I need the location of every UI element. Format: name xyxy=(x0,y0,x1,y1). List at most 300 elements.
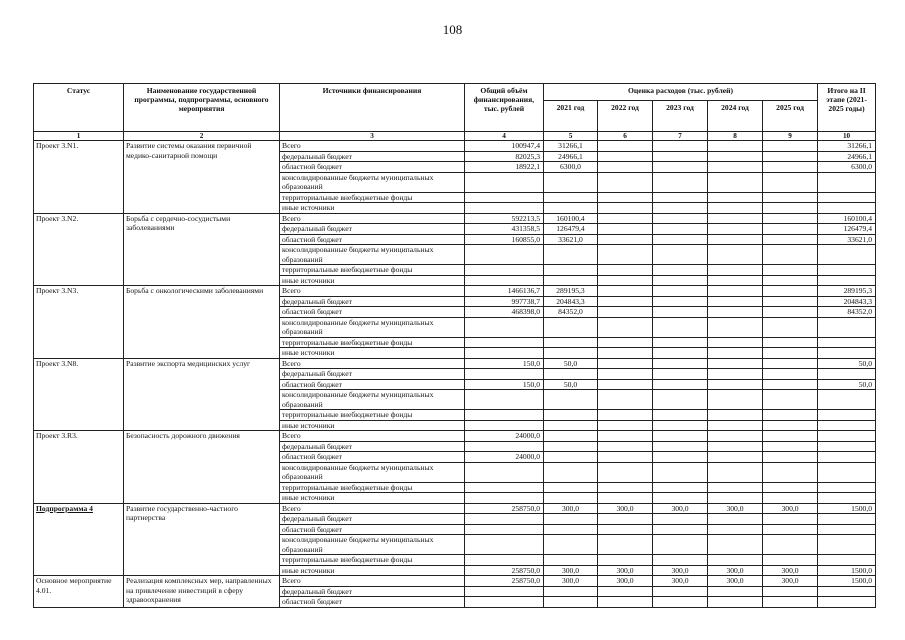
row-program-name: Развитие государственно-частного партнерства xyxy=(124,503,280,576)
row-status: Проект 3.R3. xyxy=(34,431,124,504)
year-2021-value: 6300,0 xyxy=(544,162,598,173)
funding-source: Всего xyxy=(280,286,465,297)
header-year-2025: 2025 год xyxy=(763,101,818,132)
funding-source: консолидированные бюджеты муниципальных образований xyxy=(280,390,465,410)
row-status: Проект 3.N3. xyxy=(34,286,124,359)
stage-total-value xyxy=(818,431,876,442)
funding-source: областной бюджет xyxy=(280,379,465,390)
total-funding-value xyxy=(465,337,544,348)
year-2021-value xyxy=(544,192,598,203)
year-2021-value: 300,0 xyxy=(544,503,598,514)
year-2023-value: 300,0 xyxy=(653,565,708,576)
column-number: 5 xyxy=(544,132,598,141)
total-funding-value: 468398,0 xyxy=(465,307,544,318)
row-program-name: Безопасность дорожного движения xyxy=(124,431,280,504)
year-2024-value xyxy=(708,462,763,482)
year-2025-value xyxy=(763,390,818,410)
year-2024-value: 300,0 xyxy=(708,576,763,587)
year-2023-value: 300,0 xyxy=(653,576,708,587)
year-2022-value xyxy=(598,275,653,286)
column-number: 1 xyxy=(34,132,124,141)
total-funding-value xyxy=(465,482,544,493)
year-2022-value xyxy=(598,162,653,173)
total-funding-value: 100947,4 xyxy=(465,141,544,152)
funding-source: территориальные внебюджетные фонды xyxy=(280,337,465,348)
year-2022-value xyxy=(598,441,653,452)
year-2025-value xyxy=(763,410,818,421)
stage-total-value xyxy=(818,555,876,566)
year-2023-value xyxy=(653,275,708,286)
funding-source: федеральный бюджет xyxy=(280,514,465,525)
year-2024-value xyxy=(708,224,763,235)
funding-source: консолидированные бюджеты муниципальных образований xyxy=(280,172,465,192)
funding-source: Всего xyxy=(280,358,465,369)
year-2025-value xyxy=(763,524,818,535)
year-2022-value xyxy=(598,493,653,504)
year-2025-value xyxy=(763,203,818,214)
stage-total-value xyxy=(818,514,876,525)
stage-total-value xyxy=(818,265,876,276)
header-status: Статус xyxy=(34,84,124,132)
funding-source: федеральный бюджет xyxy=(280,151,465,162)
year-2024-value xyxy=(708,203,763,214)
year-2021-value xyxy=(544,420,598,431)
stage-total-value: 50,0 xyxy=(818,379,876,390)
year-2022-value xyxy=(598,586,653,597)
header-estimate: Оценка расходов (тыс. рублей) xyxy=(544,84,818,101)
header-year-2021: 2021 год xyxy=(544,101,598,132)
year-2025-value xyxy=(763,420,818,431)
year-2024-value xyxy=(708,482,763,493)
year-2024-value xyxy=(708,151,763,162)
year-2024-value xyxy=(708,441,763,452)
total-funding-value xyxy=(465,203,544,214)
year-2025-value xyxy=(763,586,818,597)
funding-source: федеральный бюджет xyxy=(280,586,465,597)
year-2023-value xyxy=(653,493,708,504)
year-2023-value xyxy=(653,286,708,297)
stage-total-value xyxy=(818,348,876,359)
stage-total-value: 84352,0 xyxy=(818,307,876,318)
year-2021-value xyxy=(544,348,598,359)
column-number: 10 xyxy=(818,132,876,141)
row-program-name: Борьба с сердечно-сосудистыми заболеваниями xyxy=(124,213,280,286)
year-2023-value xyxy=(653,431,708,442)
year-2021-value xyxy=(544,586,598,597)
year-2021-value: 33621,0 xyxy=(544,234,598,245)
year-2022-value xyxy=(598,337,653,348)
year-2021-value xyxy=(544,493,598,504)
table-body xyxy=(34,141,876,608)
year-2022-value xyxy=(598,358,653,369)
row-program-name: Борьба с онкологическими заболеваниями xyxy=(124,286,280,359)
year-2021-value xyxy=(544,337,598,348)
year-2023-value xyxy=(653,586,708,597)
year-2023-value xyxy=(653,234,708,245)
row-program-name: Реализация комплексных мер, направленных на привлечение инвестиций в сферу здравоохранения xyxy=(124,576,280,608)
year-2022-value xyxy=(598,462,653,482)
funding-source: федеральный бюджет xyxy=(280,441,465,452)
year-2022-value xyxy=(598,420,653,431)
year-2022-value xyxy=(598,431,653,442)
total-funding-value: 258750,0 xyxy=(465,565,544,576)
year-2024-value xyxy=(708,410,763,421)
year-2022-value: 300,0 xyxy=(598,565,653,576)
funding-source: Всего xyxy=(280,431,465,442)
year-2025-value xyxy=(763,337,818,348)
year-2022-value xyxy=(598,192,653,203)
year-2024-value xyxy=(708,245,763,265)
stage-total-value xyxy=(818,586,876,597)
funding-source: консолидированные бюджеты муниципальных образований xyxy=(280,462,465,482)
total-funding-value: 150,0 xyxy=(465,358,544,369)
stage-total-value xyxy=(818,420,876,431)
total-funding-value xyxy=(465,493,544,504)
year-2021-value: 126479,4 xyxy=(544,224,598,235)
year-2022-value xyxy=(598,213,653,224)
year-2022-value xyxy=(598,296,653,307)
total-funding-value: 431358,5 xyxy=(465,224,544,235)
table-row xyxy=(34,576,876,587)
year-2021-value xyxy=(544,172,598,192)
year-2023-value xyxy=(653,317,708,337)
year-2023-value xyxy=(653,296,708,307)
year-2022-value xyxy=(598,172,653,192)
total-funding-value xyxy=(465,586,544,597)
year-2024-value xyxy=(708,514,763,525)
year-2024-value xyxy=(708,535,763,555)
year-2025-value xyxy=(763,379,818,390)
year-2021-value: 31266,1 xyxy=(544,141,598,152)
year-2025-value xyxy=(763,555,818,566)
year-2025-value xyxy=(763,141,818,152)
stage-total-value xyxy=(818,369,876,380)
funding-source: консолидированные бюджеты муниципальных образований xyxy=(280,245,465,265)
year-2023-value xyxy=(653,524,708,535)
year-2025-value: 300,0 xyxy=(763,565,818,576)
column-number: 9 xyxy=(763,132,818,141)
total-funding-value xyxy=(465,555,544,566)
total-funding-value xyxy=(465,245,544,265)
funding-source: консолидированные бюджеты муниципальных образований xyxy=(280,317,465,337)
column-number: 4 xyxy=(465,132,544,141)
year-2024-value xyxy=(708,369,763,380)
table-row xyxy=(34,286,876,297)
year-2025-value xyxy=(763,286,818,297)
year-2023-value xyxy=(653,555,708,566)
stage-total-value xyxy=(818,317,876,337)
total-funding-value: 258750,0 xyxy=(465,576,544,587)
total-funding-value: 24000,0 xyxy=(465,452,544,463)
year-2021-value xyxy=(544,452,598,463)
year-2021-value xyxy=(544,390,598,410)
total-funding-value xyxy=(465,265,544,276)
header-name: Наименование государственной программы, подпрограммы, основного мероприятия xyxy=(124,84,280,132)
stage-total-value xyxy=(818,203,876,214)
stage-total-value xyxy=(818,535,876,555)
year-2025-value xyxy=(763,307,818,318)
year-2025-value xyxy=(763,224,818,235)
total-funding-value xyxy=(465,192,544,203)
year-2023-value xyxy=(653,390,708,410)
funding-source: Всего xyxy=(280,141,465,152)
column-numbers-row xyxy=(34,132,876,141)
year-2024-value xyxy=(708,420,763,431)
total-funding-value xyxy=(465,462,544,482)
year-2024-value xyxy=(708,172,763,192)
year-2024-value xyxy=(708,493,763,504)
year-2025-value xyxy=(763,317,818,337)
year-2021-value xyxy=(544,245,598,265)
year-2022-value xyxy=(598,286,653,297)
column-number: 6 xyxy=(598,132,653,141)
year-2022-value xyxy=(598,307,653,318)
funding-source: консолидированные бюджеты муниципальных образований xyxy=(280,535,465,555)
year-2021-value xyxy=(544,265,598,276)
total-funding-value: 258750,0 xyxy=(465,503,544,514)
year-2024-value xyxy=(708,337,763,348)
year-2024-value xyxy=(708,358,763,369)
stage-total-value: 31266,1 xyxy=(818,141,876,152)
year-2023-value xyxy=(653,337,708,348)
year-2024-value xyxy=(708,390,763,410)
stage-total-value xyxy=(818,482,876,493)
year-2024-value xyxy=(708,162,763,173)
funding-source: областной бюджет xyxy=(280,234,465,245)
column-number: 8 xyxy=(708,132,763,141)
year-2021-value xyxy=(544,482,598,493)
year-2024-value xyxy=(708,597,763,608)
year-2023-value xyxy=(653,441,708,452)
year-2024-value xyxy=(708,286,763,297)
table-row xyxy=(34,358,876,369)
year-2021-value xyxy=(544,524,598,535)
stage-total-value xyxy=(818,337,876,348)
total-funding-value: 18922,1 xyxy=(465,162,544,173)
column-number: 2 xyxy=(124,132,280,141)
budget-table xyxy=(33,83,876,608)
stage-total-value xyxy=(818,390,876,410)
year-2023-value xyxy=(653,379,708,390)
year-2021-value xyxy=(544,514,598,525)
year-2022-value xyxy=(598,514,653,525)
year-2022-value: 300,0 xyxy=(598,503,653,514)
row-status: Проект 3.N2. xyxy=(34,213,124,286)
column-number: 7 xyxy=(653,132,708,141)
year-2022-value xyxy=(598,482,653,493)
stage-total-value xyxy=(818,192,876,203)
year-2025-value: 300,0 xyxy=(763,576,818,587)
year-2024-value xyxy=(708,213,763,224)
year-2023-value xyxy=(653,203,708,214)
funding-source: иные источники xyxy=(280,203,465,214)
row-program-name: Развитие экспорта медицинских услуг xyxy=(124,358,280,431)
year-2023-value xyxy=(653,141,708,152)
stage-total-value xyxy=(818,410,876,421)
year-2025-value xyxy=(763,441,818,452)
year-2024-value xyxy=(708,452,763,463)
funding-source: Всего xyxy=(280,213,465,224)
stage-total-value: 1500,0 xyxy=(818,565,876,576)
column-number: 3 xyxy=(280,132,465,141)
total-funding-value xyxy=(465,535,544,555)
year-2023-value xyxy=(653,410,708,421)
year-2022-value xyxy=(598,410,653,421)
row-status: Проект 3.N1. xyxy=(34,141,124,214)
year-2025-value xyxy=(763,265,818,276)
year-2022-value xyxy=(598,141,653,152)
year-2025-value xyxy=(763,151,818,162)
year-2025-value: 300,0 xyxy=(763,503,818,514)
funding-source: иные источники xyxy=(280,493,465,504)
year-2025-value xyxy=(763,172,818,192)
year-2025-value xyxy=(763,597,818,608)
stage-total-value: 160100,4 xyxy=(818,213,876,224)
funding-source: Всего xyxy=(280,503,465,514)
stage-total-value xyxy=(818,597,876,608)
year-2024-value xyxy=(708,307,763,318)
funding-source: областной бюджет xyxy=(280,162,465,173)
year-2022-value xyxy=(598,369,653,380)
year-2025-value xyxy=(763,369,818,380)
total-funding-value xyxy=(465,441,544,452)
year-2025-value xyxy=(763,431,818,442)
total-funding-value xyxy=(465,514,544,525)
total-funding-value: 24000,0 xyxy=(465,431,544,442)
funding-source: федеральный бюджет xyxy=(280,369,465,380)
year-2024-value xyxy=(708,431,763,442)
year-2024-value: 300,0 xyxy=(708,503,763,514)
year-2021-value xyxy=(544,441,598,452)
year-2021-value: 50,0 xyxy=(544,358,598,369)
funding-source: территориальные внебюджетные фонды xyxy=(280,555,465,566)
year-2024-value xyxy=(708,348,763,359)
header-year-2024: 2024 год xyxy=(708,101,763,132)
year-2023-value xyxy=(653,369,708,380)
header-stage-total: Итого на II этапе (2021-2025 годы) xyxy=(818,84,876,132)
funding-source: Всего xyxy=(280,576,465,587)
funding-source: иные источники xyxy=(280,565,465,576)
year-2025-value xyxy=(763,296,818,307)
year-2022-value xyxy=(598,535,653,555)
table-row xyxy=(34,431,876,442)
stage-total-value: 50,0 xyxy=(818,358,876,369)
year-2025-value xyxy=(763,275,818,286)
stage-total-value: 289195,3 xyxy=(818,286,876,297)
year-2021-value: 160100,4 xyxy=(544,213,598,224)
year-2022-value xyxy=(598,390,653,410)
total-funding-value xyxy=(465,369,544,380)
funding-source: областной бюджет xyxy=(280,452,465,463)
funding-source: иные источники xyxy=(280,348,465,359)
total-funding-value xyxy=(465,275,544,286)
year-2024-value xyxy=(708,379,763,390)
year-2024-value: 300,0 xyxy=(708,565,763,576)
total-funding-value: 160855,0 xyxy=(465,234,544,245)
total-funding-value xyxy=(465,420,544,431)
total-funding-value xyxy=(465,348,544,359)
year-2023-value xyxy=(653,358,708,369)
year-2021-value xyxy=(544,203,598,214)
year-2023-value xyxy=(653,265,708,276)
year-2023-value xyxy=(653,348,708,359)
year-2023-value xyxy=(653,307,708,318)
row-status: Подпрограмма 4 xyxy=(34,503,124,576)
year-2022-value xyxy=(598,203,653,214)
year-2021-value xyxy=(544,431,598,442)
funding-source: областной бюджет xyxy=(280,597,465,608)
year-2025-value xyxy=(763,213,818,224)
total-funding-value xyxy=(465,317,544,337)
stage-total-value: 1500,0 xyxy=(818,576,876,587)
year-2025-value xyxy=(763,462,818,482)
table-row xyxy=(34,141,876,152)
year-2021-value: 50,0 xyxy=(544,379,598,390)
year-2022-value xyxy=(598,379,653,390)
year-2023-value xyxy=(653,535,708,555)
stage-total-value: 126479,4 xyxy=(818,224,876,235)
year-2024-value xyxy=(708,524,763,535)
year-2024-value xyxy=(708,586,763,597)
funding-source: федеральный бюджет xyxy=(280,224,465,235)
total-funding-value xyxy=(465,172,544,192)
total-funding-value: 592213,5 xyxy=(465,213,544,224)
total-funding-value: 1466136,7 xyxy=(465,286,544,297)
funding-source: иные источники xyxy=(280,275,465,286)
stage-total-value xyxy=(818,462,876,482)
stage-total-value xyxy=(818,245,876,265)
header-year-2022: 2022 год xyxy=(598,101,653,132)
year-2024-value xyxy=(708,141,763,152)
funding-source: территориальные внебюджетные фонды xyxy=(280,192,465,203)
year-2023-value: 300,0 xyxy=(653,503,708,514)
year-2021-value xyxy=(544,555,598,566)
total-funding-value: 997738,7 xyxy=(465,296,544,307)
year-2022-value xyxy=(598,317,653,337)
year-2021-value: 289195,3 xyxy=(544,286,598,297)
year-2022-value xyxy=(598,265,653,276)
year-2022-value xyxy=(598,348,653,359)
year-2023-value xyxy=(653,213,708,224)
year-2022-value xyxy=(598,452,653,463)
year-2022-value xyxy=(598,245,653,265)
year-2025-value xyxy=(763,482,818,493)
year-2021-value xyxy=(544,275,598,286)
year-2025-value xyxy=(763,493,818,504)
stage-total-value xyxy=(818,493,876,504)
year-2021-value xyxy=(544,462,598,482)
funding-source: территориальные внебюджетные фонды xyxy=(280,482,465,493)
year-2025-value xyxy=(763,192,818,203)
stage-total-value xyxy=(818,441,876,452)
year-2023-value xyxy=(653,420,708,431)
year-2021-value xyxy=(544,597,598,608)
funding-source: территориальные внебюджетные фонды xyxy=(280,410,465,421)
year-2024-value xyxy=(708,234,763,245)
year-2025-value xyxy=(763,162,818,173)
year-2025-value xyxy=(763,535,818,555)
year-2022-value xyxy=(598,224,653,235)
stage-total-value xyxy=(818,172,876,192)
stage-total-value xyxy=(818,452,876,463)
year-2022-value xyxy=(598,151,653,162)
year-2022-value xyxy=(598,597,653,608)
year-2023-value xyxy=(653,452,708,463)
year-2023-value xyxy=(653,172,708,192)
row-status: Основное мероприятие 4.01. xyxy=(34,576,124,608)
header-total: Общий объём финансирования, тыс. рублей xyxy=(465,84,544,132)
total-funding-value: 82025,3 xyxy=(465,151,544,162)
